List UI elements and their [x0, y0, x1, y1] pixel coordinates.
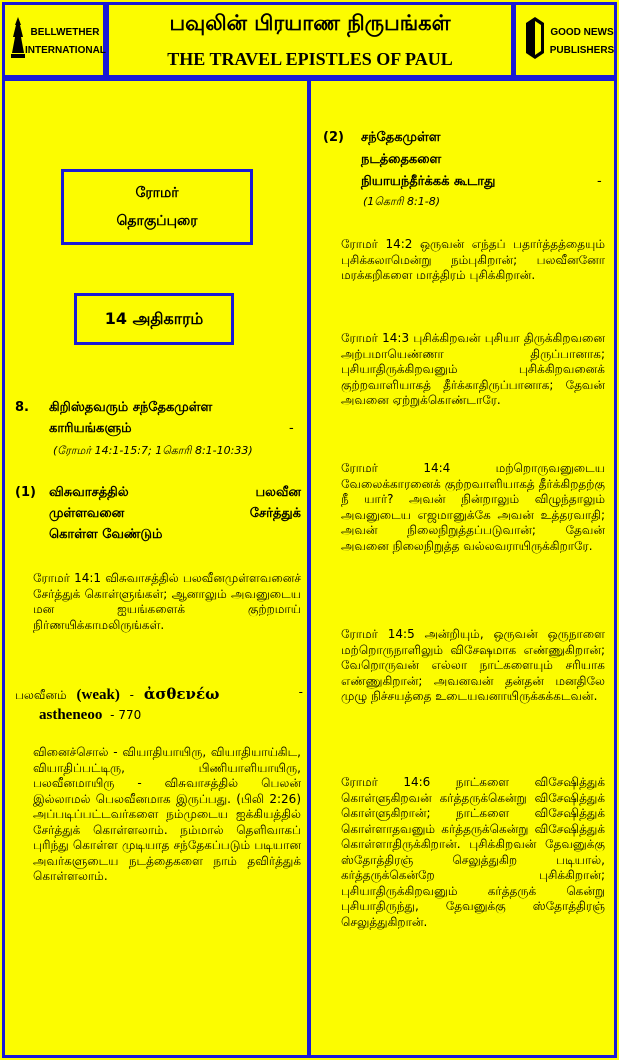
- title-box: [106, 2, 514, 78]
- book-icon: [524, 17, 546, 61]
- subsection-1-line1: விசுவாசத்தில் பலவீன: [49, 485, 301, 500]
- word-definition-paragraph: வினைச்சொல் - வியாதியாயிரு, வியாதியாய்கிட, வியாதிப்பட்டிரு, பிணியாளியாயிரு, பலவீனமாயிரு - விசுவாசத்தில் பெலன் இல்லாமல் பெலவீனமாக இருப்பது. (பிலி 2:26) அப்படிப்பட்டவர்களை நம்முடைய ஐக்கியத்தில் சேர்த்துக் கொள்ளலாம். நம்மால் தெளிவாகப் புரிந்து கொள்ள முடியாத சந்தேகப்படும் படியான அவர்களுடைய நடத்தைகளை நாம் தவிர்த்துக் கொள்ளலாம்.: [33, 745, 301, 883]
- subsection-2-line3: நியாயந்தீர்க்கக் கூடாது: [361, 174, 496, 189]
- romans-14-5-paragraph: ரோமர் 14:5 அன்றியும், ஒருவன் ஒருநாளை மற்றொருநாளிலும் விசேஷமாக எண்ணுகிறான்; வேறொருவன் எல்லா நாட்களையும் சரியாக எண்ணுகிறான்; அவனவன் தன்தன் மனதிலே முழு நிச்சயத்தை உடையவனாயிருக்கக்கடவன்.: [341, 627, 605, 703]
- left-logo-line1: BELLWETHER: [30, 27, 100, 38]
- good-news-logo: [513, 2, 617, 78]
- section-8-number: 8.: [15, 400, 29, 415]
- section-8-dash: -: [289, 421, 294, 436]
- book-subtitle: தொகுப்புரை: [116, 213, 198, 229]
- left-logo-line2: INTERNATIONAL: [25, 45, 106, 56]
- word-dash-1: -: [129, 688, 134, 702]
- word-english: (weak): [76, 687, 120, 703]
- right-logo-line2: PUBLISHERS: [549, 45, 615, 56]
- word-transliteration: astheneoo: [39, 707, 103, 723]
- subsection-1-line2: முள்ளவனை சேர்த்துக்: [49, 506, 301, 521]
- word-study-line: [15, 685, 303, 704]
- romans-14-6-paragraph: ரோமர் 14:6 நாட்களை விசேஷித்துக் கொள்ளுகிறவன் கர்த்தருக்கென்று விசேஷித்துக் கொள்ளுகிறான்; நாட்களை விசேஷித்துக் கொள்ளாதவனும் கர்த்தருக்கென்று விசேஷித்துக் கொள்ளாதிருக்கிறான். புசிக்கிறவன் தேவனுக்கு ஸ்தோத்திரஞ் செலுத்துகிற படியால், கர்த்தருக்கென்றே புசிக்கிறான்; புசியாதிருக்கிறவனும் கர்த்தருக் கென்று புசியாதிருந்து, தேவனுக்கு ஸ்தோத்திரஞ் செலுத்துகிறான்.: [341, 775, 605, 929]
- strongs-number: - 770: [110, 708, 142, 722]
- word-label: பலவீனம்: [15, 688, 67, 702]
- word-dash-2: -: [298, 685, 303, 699]
- bellwether-logo: [2, 2, 106, 78]
- subsection-2-reference: (1கொரி 8:1-8): [363, 195, 441, 208]
- romans-14-2-paragraph: ரோமர் 14:2 ஒருவன் எந்தப் பதார்த்தத்தையும் புசிக்கலாமென்று நம்புகிறான்; பலவீனனோ மரக்கறிகளை மாத்திரம் புசிக்கிறான்.: [341, 237, 605, 282]
- romans-14-1-paragraph: ரோமர் 14:1 விசுவாசத்தில் பலவீனமுள்ளவனைச் சேர்த்துக் கொள்ளுங்கள்; ஆனாலும் அவனுடைய மன ஐயங்களைக் குற்றமாய் நிர்ணயிக்காமலிருங்கள்.: [33, 571, 301, 632]
- right-logo-line1: GOOD NEWS: [550, 27, 614, 38]
- word-greek: ἀσθενέω: [143, 685, 220, 703]
- romans-14-3-paragraph: ரோமர் 14:3 புசிக்கிறவன் புசியா திருக்கிறவனை அற்பமாயெண்ணா திருப்பானாக; புசியாதிருக்கிறவனும் புசிக்கிறவனைக் குற்றவாளியாகத் தீர்க்காதிருப்பானாக; தேவன் அவனை ஏற்றுக்கொண்டாரே.: [341, 331, 605, 407]
- bellwether-ram-icon: [11, 17, 25, 61]
- right-column: [308, 78, 617, 1058]
- section-8-reference: (ரோமர் 14:1-15:7; 1கொரி 8:1-10:33): [53, 444, 253, 457]
- subsection-2-dash: -: [597, 174, 602, 189]
- book-box: [61, 169, 253, 245]
- title-english: THE TRAVEL EPISTLES OF PAUL: [167, 49, 453, 69]
- word-translit-line: [39, 707, 141, 724]
- left-column: [2, 78, 310, 1058]
- book-name: ரோமர்: [135, 185, 179, 201]
- title-tamil: பவுலின் பிரயாண நிருபங்கள்: [169, 11, 451, 35]
- subsection-1-number: (1): [15, 485, 36, 500]
- section-8-title-line1: கிறிஸ்தவரும் சந்தேகமுள்ள: [49, 400, 213, 415]
- subsection-2-line1: சந்தேகமுள்ள: [361, 130, 441, 145]
- section-8-title-line2: காரியங்களும்: [49, 421, 132, 436]
- subsection-2-number: (2): [323, 130, 344, 145]
- romans-14-4-paragraph: ரோமர் 14:4 மற்றொருவனுடைய வேலைக்காரனைக் குற்றவாளியாகத் தீர்க்கிறதற்கு நீ யார்? அவன் நின்றாலும் விழுந்தாலும் அவனுடைய எஜமானுக்கே அவன் உத்தரவாதி; அவன் நிலைநிறுத்தப்படுவான்; தேவன் அவனை நிலைநிறுத்த வல்லவராயிருக்கிறாரே.: [341, 461, 605, 553]
- chapter-box: 14 அதிகாரம்: [74, 293, 234, 345]
- subsection-2-line2: நடத்தைகளை: [361, 152, 442, 167]
- subsection-1-line3: கொள்ள வேண்டும்: [49, 527, 163, 542]
